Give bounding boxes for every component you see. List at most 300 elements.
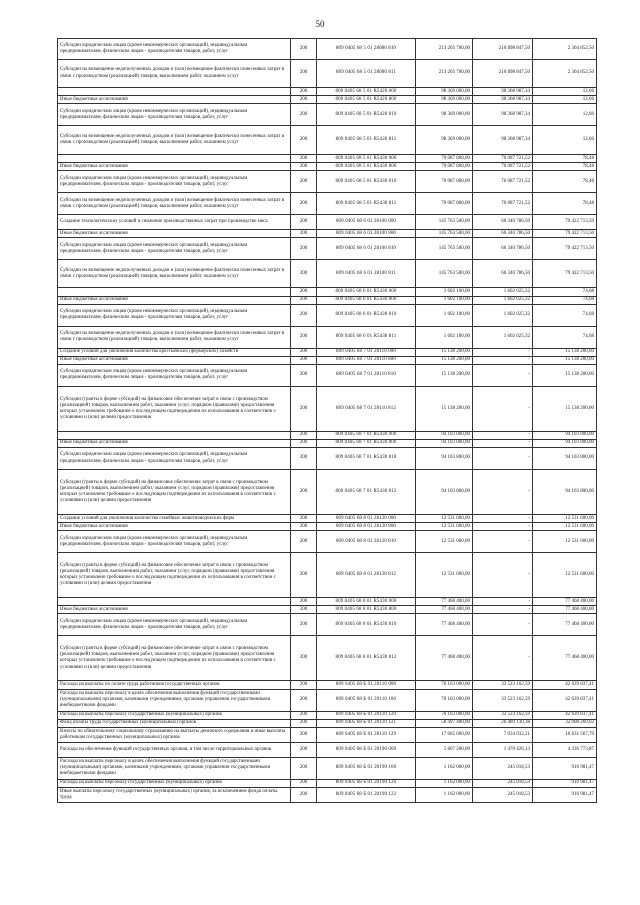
unexecuted-amount-cell: 916 981,47 (533, 779, 597, 787)
expense-name-cell: Субсидии (гранты в форме субсидий) на финансовое обеспечение затрат в связи с производством (реализацией) товаров, выполнением работ, оказанием услуг, порядком (правилами) предоставления которых установлено требование о последующем подтверждении их использования в соответствии с условиями и (или) целями предоставления (58, 553, 291, 598)
expense-name-cell: Иные бюджетные ассигнования (58, 230, 291, 238)
unexecuted-amount-cell: 15 138 200,00 (533, 348, 597, 356)
table-row (58, 787, 597, 802)
table-row (58, 727, 597, 742)
line-code-cell: 200 (291, 155, 317, 163)
classification-code-cell: 809 0405 68 6 01 28100 000 (317, 215, 416, 230)
unexecuted-amount-cell: 77 468 400,00 (533, 606, 597, 614)
unexecuted-amount-cell: 94 103 800,00 (533, 439, 597, 447)
classification-code-cell: 809 0405 68 5 01 R5430 800 (317, 163, 416, 171)
table-row (58, 523, 597, 531)
unexecuted-amount-cell: 12 531 600,00 (533, 553, 597, 598)
classification-code-cell: 809 0405 68 6 01 R5430 800 (317, 296, 416, 304)
line-code-cell: 200 (291, 470, 317, 515)
table-row (58, 439, 597, 447)
line-code-cell: 200 (291, 742, 317, 757)
approved-amount-cell: 76 163 000,00 (416, 711, 473, 719)
unexecuted-amount-cell: 94 103 800,00 (533, 431, 597, 439)
line-code-cell: 200 (291, 193, 317, 215)
expense-name-cell: Субсидии юридическим лицам (кроме некоммерческих организаций), индивидуальным предпринимателям, физическим лицам - производителям товаров, работ, услуг (58, 171, 291, 193)
classification-code-cell: 809 0405 68 5 01 R5420 811 (317, 126, 416, 155)
table-row (58, 96, 597, 104)
executed-amount-cell: 1 602 025,32 (473, 304, 533, 326)
table-row (58, 288, 597, 296)
expense-name-cell: Субсидии (гранты в форме субсидий) на финансовое обеспечение затрат в связи с производством (реализацией) товаров, выполнением работ, оказанием услуг, порядком (правилами) предоставления которых установлено требование о последующем подтверждении их использования в соответствии с условиями и (или) целями предоставления (58, 470, 291, 515)
approved-amount-cell: 98 369 000,00 (416, 88, 473, 96)
classification-code-cell: 809 0405 68 7 01 R5430 800 (317, 439, 416, 447)
approved-amount-cell: 12 531 600,00 (416, 531, 473, 553)
table-row (58, 636, 597, 681)
expense-name-cell (58, 88, 291, 96)
expense-name-cell: Создание условий для увеличения количества крестьянских (фермерских) хозяйств (58, 348, 291, 356)
classification-code-cell: 809 0405 68 5 01 R5430 810 (317, 171, 416, 193)
approved-amount-cell: 15 138 200,00 (416, 356, 473, 364)
table-row (58, 348, 597, 356)
executed-amount-cell: 98 368 987,34 (473, 126, 533, 155)
approved-amount-cell: 94 103 800,00 (416, 439, 473, 447)
executed-amount-cell: 66 340 786,50 (473, 230, 533, 238)
unexecuted-amount-cell: 79 422 713,50 (533, 230, 597, 238)
unexecuted-amount-cell: 2 304 852,50 (533, 39, 597, 60)
table-row (58, 598, 597, 606)
line-code-cell: 200 (291, 230, 317, 238)
executed-amount-cell: 70 087 721,52 (473, 193, 533, 215)
classification-code-cell: 809 0405 68 Б 01 20190 000 (317, 742, 416, 757)
unexecuted-amount-cell: 79 422 713,50 (533, 215, 597, 230)
unexecuted-amount-cell: 42 639 837,41 (533, 711, 597, 719)
classification-code-cell: 809 0405 68 Б 01 20190 122 (317, 787, 416, 802)
approved-amount-cell: 77 468 400,00 (416, 606, 473, 614)
line-code-cell: 200 (291, 356, 317, 364)
unexecuted-amount-cell: 12,66 (533, 88, 597, 96)
executed-amount-cell: - (473, 386, 533, 431)
line-code-cell: 200 (291, 60, 317, 88)
expense-name-cell: Субсидии (гранты в форме субсидий) на финансовое обеспечение затрат в связи с производством (реализацией) товаров, выполнением работ, оказанием услуг, порядком (правилами) предоставления которых установлено требование о последующем подтверждении их использования в соответствии с условиями и (или) целями предоставления (58, 386, 291, 431)
approved-amount-cell: 70 087 800,00 (416, 193, 473, 215)
unexecuted-amount-cell: 15 138 200,00 (533, 364, 597, 386)
expense-name-cell: Иные бюджетные ассигнования (58, 606, 291, 614)
classification-code-cell: 809 0405 68 7 01 28110 800 (317, 356, 416, 364)
line-code-cell: 200 (291, 163, 317, 171)
expense-name-cell (58, 431, 291, 439)
line-code-cell: 200 (291, 757, 317, 779)
line-code-cell: 200 (291, 39, 317, 60)
table-row (58, 448, 597, 470)
approved-amount-cell: 213 203 700,00 (416, 39, 473, 60)
executed-amount-cell: 33 523 162,59 (473, 711, 533, 719)
table-row (58, 155, 597, 163)
line-code-cell: 200 (291, 386, 317, 431)
executed-amount-cell: 70 087 721,52 (473, 171, 533, 193)
executed-amount-cell: - (473, 553, 533, 598)
classification-code-cell: 809 0405 68 5 01 R5430 000 (317, 155, 416, 163)
table-row (58, 742, 597, 757)
expense-name-cell: Субсидии на возмещение недополученных доходов и (или) возмещение фактически понесенных затрат в связи с производством (реализацией) товаров, выполнением работ, оказанием услуг (58, 126, 291, 155)
approved-amount-cell: 94 103 800,00 (416, 431, 473, 439)
table-row (58, 711, 597, 719)
expense-name-cell: Расходы на выплаты персоналу в целях обеспечения выполнения функций государственными (муниципальными) органами, казенными учреждениями, органами управления государственными внебюджетными фондами (58, 689, 291, 711)
line-code-cell: 200 (291, 348, 317, 356)
table-row (58, 304, 597, 326)
unexecuted-amount-cell: 916 981,47 (533, 757, 597, 779)
executed-amount-cell: 210 898 847,50 (473, 60, 533, 88)
expense-name-cell: Субсидии (гранты в форме субсидий) на финансовое обеспечение затрат в связи с производством (реализацией) товаров, выполнением работ, оказанием услуг, порядком (правилами) предоставления которых установлено требование о последующем подтверждении их использования в соответствии с условиями и (или) целями предоставления (58, 636, 291, 681)
table-row (58, 171, 597, 193)
executed-amount-cell: 66 340 786,50 (473, 215, 533, 230)
approved-amount-cell: 12 531 600,00 (416, 553, 473, 598)
line-code-cell: 200 (291, 126, 317, 155)
unexecuted-amount-cell: 12 531 600,00 (533, 523, 597, 531)
unexecuted-amount-cell: 32 008 269,62 (533, 719, 597, 727)
classification-code-cell: 809 0405 68 8 01 R5430 800 (317, 606, 416, 614)
approved-amount-cell: 77 468 400,00 (416, 614, 473, 636)
table-row (58, 719, 597, 727)
executed-amount-cell: 33 523 162,59 (473, 681, 533, 689)
line-code-cell: 200 (291, 681, 317, 689)
approved-amount-cell: 94 103 800,00 (416, 470, 473, 515)
line-code-cell: 200 (291, 719, 317, 727)
unexecuted-amount-cell: 79 422 713,50 (533, 238, 597, 260)
table-row (58, 126, 597, 155)
approved-amount-cell: 145 763 500,00 (416, 215, 473, 230)
executed-amount-cell: - (473, 606, 533, 614)
unexecuted-amount-cell: 78,48 (533, 193, 597, 215)
expense-name-cell: Субсидии на возмещение недополученных доходов и (или) возмещение фактически понесенных затрат в связи с производством (реализацией) товаров, выполнением работ, оказанием услуг (58, 193, 291, 215)
line-code-cell: 200 (291, 296, 317, 304)
approved-amount-cell: 70 087 800,00 (416, 163, 473, 171)
table-row (58, 386, 597, 431)
classification-code-cell: 809 0405 68 Б 01 20110 100 (317, 689, 416, 711)
unexecuted-amount-cell: 12,66 (533, 96, 597, 104)
expense-name-cell: Иные бюджетные ассигнования (58, 523, 291, 531)
expense-name-cell: Субсидии юридическим лицам (кроме некоммерческих организаций), индивидуальным предпринимателям, физическим лицам - производителям товаров, работ, услуг (58, 104, 291, 126)
unexecuted-amount-cell: 42 639 837,41 (533, 689, 597, 711)
approved-amount-cell: 77 468 400,00 (416, 636, 473, 681)
classification-code-cell: 809 0405 68 5 01 28080 811 (317, 60, 416, 88)
line-code-cell: 200 (291, 515, 317, 523)
expense-name-cell: Иные бюджетные ассигнования (58, 163, 291, 171)
line-code-cell: 200 (291, 727, 317, 742)
classification-code-cell: 809 0405 68 8 01 R5430 000 (317, 598, 416, 606)
approved-amount-cell: 1 602 100,00 (416, 296, 473, 304)
executed-amount-cell: 70 087 721,52 (473, 155, 533, 163)
unexecuted-amount-cell: 77 468 400,00 (533, 614, 597, 636)
executed-amount-cell: 26 489 130,38 (473, 719, 533, 727)
unexecuted-amount-cell: 74,68 (533, 326, 597, 348)
line-code-cell: 200 (291, 326, 317, 348)
executed-amount-cell: 98 368 987,34 (473, 104, 533, 126)
classification-code-cell: 809 0405 68 7 01 R5430 000 (317, 431, 416, 439)
unexecuted-amount-cell: 94 103 800,00 (533, 448, 597, 470)
classification-code-cell: 809 0405 68 Б 01 20190 100 (317, 757, 416, 779)
line-code-cell: 200 (291, 448, 317, 470)
table-body (58, 39, 597, 803)
classification-code-cell: 809 0405 68 6 01 R5430 000 (317, 288, 416, 296)
classification-code-cell: 809 0405 68 6 01 28100 811 (317, 260, 416, 288)
classification-code-cell: 809 0405 68 6 01 R5430 811 (317, 326, 416, 348)
unexecuted-amount-cell: 15 138 200,00 (533, 386, 597, 431)
approved-amount-cell: 15 138 200,00 (416, 364, 473, 386)
approved-amount-cell: 15 138 200,00 (416, 348, 473, 356)
line-code-cell: 200 (291, 689, 317, 711)
executed-amount-cell: - (473, 364, 533, 386)
approved-amount-cell: 58 497 400,00 (416, 719, 473, 727)
executed-amount-cell: 98 368 987,34 (473, 88, 533, 96)
approved-amount-cell: 145 763 500,00 (416, 230, 473, 238)
approved-amount-cell: 1 162 000,00 (416, 787, 473, 802)
table-row (58, 356, 597, 364)
expense-name-cell: Расходы на выплаты персоналу в целях обеспечения выполнения функций государственными (муниципальными) органами, казенными учреждениями, органами управления государственными внебюджетными фондами (58, 757, 291, 779)
unexecuted-amount-cell: 42 639 837,41 (533, 681, 597, 689)
approved-amount-cell: 17 665 600,00 (416, 727, 473, 742)
unexecuted-amount-cell: 12,66 (533, 104, 597, 126)
table-row (58, 531, 597, 553)
executed-amount-cell: - (473, 598, 533, 606)
executed-amount-cell: 66 340 786,50 (473, 260, 533, 288)
unexecuted-amount-cell: 12 531 600,00 (533, 515, 597, 523)
table-row (58, 39, 597, 60)
table-row (58, 104, 597, 126)
table-row (58, 364, 597, 386)
classification-code-cell: 809 0405 68 8 01 28120 810 (317, 531, 416, 553)
unexecuted-amount-cell: 2 304 852,50 (533, 60, 597, 88)
line-code-cell: 200 (291, 104, 317, 126)
classification-code-cell: 809 0405 68 Б 01 20110 120 (317, 711, 416, 719)
expense-name-cell: Иные бюджетные ассигнования (58, 439, 291, 447)
line-code-cell: 200 (291, 606, 317, 614)
classification-code-cell: 809 0405 68 7 01 28110 812 (317, 386, 416, 431)
expense-name-cell: Субсидии юридическим лицам (кроме некоммерческих организаций), индивидуальным предпринимателям, физическим лицам - производителям товаров, работ, услуг (58, 39, 291, 60)
classification-code-cell: 809 0405 68 8 01 R5430 812 (317, 636, 416, 681)
table-row (58, 553, 597, 598)
executed-amount-cell: - (473, 515, 533, 523)
approved-amount-cell: 70 087 800,00 (416, 155, 473, 163)
approved-amount-cell: 1 602 100,00 (416, 326, 473, 348)
table-row (58, 238, 597, 260)
unexecuted-amount-cell: 15 138 200,00 (533, 356, 597, 364)
approved-amount-cell: 94 103 800,00 (416, 448, 473, 470)
unexecuted-amount-cell: 10 631 567,79 (533, 727, 597, 742)
unexecuted-amount-cell: 77 468 400,00 (533, 598, 597, 606)
expense-name-cell: Иные бюджетные ассигнования (58, 356, 291, 364)
approved-amount-cell: 1 602 100,00 (416, 288, 473, 296)
table-row (58, 260, 597, 288)
expense-name-cell: Субсидии юридическим лицам (кроме некоммерческих организаций), индивидуальным предпринимателям, физическим лицам - производителям товаров, работ, услуг (58, 238, 291, 260)
line-code-cell: 200 (291, 779, 317, 787)
expense-name-cell: Иные выплаты персоналу государственных (муниципальных) органов, за исключением фонда оплаты труда (58, 787, 291, 802)
executed-amount-cell: - (473, 531, 533, 553)
executed-amount-cell: 1 602 025,32 (473, 288, 533, 296)
executed-amount-cell: - (473, 523, 533, 531)
classification-code-cell: 809 0405 68 8 01 R5430 810 (317, 614, 416, 636)
line-code-cell: 200 (291, 96, 317, 104)
approved-amount-cell: 213 203 700,00 (416, 60, 473, 88)
approved-amount-cell: 12 531 600,00 (416, 515, 473, 523)
unexecuted-amount-cell: 74,68 (533, 296, 597, 304)
expense-name-cell: Субсидии на возмещение недополученных доходов и (или) возмещение фактически понесенных затрат в связи с производством (реализацией) товаров, выполнением работ, оказанием услуг (58, 60, 291, 88)
classification-code-cell: 809 0405 68 8 01 28120 000 (317, 515, 416, 523)
approved-amount-cell: 76 163 000,00 (416, 681, 473, 689)
expense-name-cell: Расходы на выплаты по оплате труда работников государственных органов (58, 681, 291, 689)
table-row (58, 296, 597, 304)
classification-code-cell: 809 0405 68 7 01 R5430 812 (317, 470, 416, 515)
approved-amount-cell: 98 369 000,00 (416, 96, 473, 104)
executed-amount-cell: 33 523 162,59 (473, 689, 533, 711)
classification-code-cell: 809 0405 68 5 01 R5430 811 (317, 193, 416, 215)
line-code-cell: 200 (291, 260, 317, 288)
expense-name-cell: Создание условий для увеличения количества семейных животноводческих ферм (58, 515, 291, 523)
executed-amount-cell: - (473, 348, 533, 356)
line-code-cell: 200 (291, 288, 317, 296)
table-row (58, 681, 597, 689)
classification-code-cell: 809 0405 68 Б 01 20110 121 (317, 719, 416, 727)
executed-amount-cell: - (473, 470, 533, 515)
expense-name-cell: Расходы на обеспечение функций государственных органов, в том числе территориальных органов (58, 742, 291, 757)
table-row (58, 215, 597, 230)
approved-amount-cell: 70 087 800,00 (416, 171, 473, 193)
expense-name-cell: Субсидии юридическим лицам (кроме некоммерческих организаций), индивидуальным предпринимателям, физическим лицам - производителям товаров, работ, услуг (58, 531, 291, 553)
executed-amount-cell: 1 602 025,32 (473, 326, 533, 348)
expense-name-cell: Субсидии на возмещение недополученных доходов и (или) возмещение фактически понесенных затрат в связи с производством (реализацией) товаров, выполнением работ, оказанием услуг (58, 326, 291, 348)
unexecuted-amount-cell: 74,68 (533, 304, 597, 326)
table-row (58, 757, 597, 779)
table-row (58, 163, 597, 171)
line-code-cell: 200 (291, 238, 317, 260)
executed-amount-cell: - (473, 448, 533, 470)
expense-name-cell: Субсидии на возмещение недополученных доходов и (или) возмещение фактически понесенных затрат в связи с производством (реализацией) товаров, выполнением работ, оказанием услуг (58, 260, 291, 288)
line-code-cell: 200 (291, 598, 317, 606)
expense-name-cell: Субсидии юридическим лицам (кроме некоммерческих организаций), индивидуальным предпринимателям, физическим лицам - производителям товаров, работ, услуг (58, 614, 291, 636)
classification-code-cell: 809 0405 68 5 01 28080 810 (317, 39, 416, 60)
table-row (58, 515, 597, 523)
unexecuted-amount-cell: 4 336 773,87 (533, 742, 597, 757)
expense-name-cell: Взносы по обязательному социальному страхованию на выплаты денежного содержания и иные выплаты работникам государственных (муниципальных) органов (58, 727, 291, 742)
executed-amount-cell: 245 018,53 (473, 779, 533, 787)
unexecuted-amount-cell: 78,48 (533, 163, 597, 171)
unexecuted-amount-cell: 78,48 (533, 171, 597, 193)
line-code-cell: 200 (291, 614, 317, 636)
table-row (58, 614, 597, 636)
expense-name-cell: Фонд оплаты труда государственных (муниципальных) органов (58, 719, 291, 727)
approved-amount-cell: 1 162 000,00 (416, 757, 473, 779)
expense-name-cell (58, 598, 291, 606)
line-code-cell: 200 (291, 523, 317, 531)
executed-amount-cell: - (473, 431, 533, 439)
executed-amount-cell: 245 018,53 (473, 787, 533, 802)
table-row (58, 230, 597, 238)
expense-name-cell: Иные бюджетные ассигнования (58, 296, 291, 304)
line-code-cell: 200 (291, 431, 317, 439)
unexecuted-amount-cell: 94 103 800,00 (533, 470, 597, 515)
table-row (58, 431, 597, 439)
expense-name-cell (58, 288, 291, 296)
classification-code-cell: 809 0405 68 Б 01 20110 000 (317, 681, 416, 689)
approved-amount-cell: 98 369 000,00 (416, 104, 473, 126)
table-row (58, 689, 597, 711)
expense-name-cell: Субсидии юридическим лицам (кроме некоммерческих организаций), индивидуальным предпринимателям, физическим лицам - производителям товаров, работ, услуг (58, 448, 291, 470)
expense-name-cell: Создание технологических условий и снижение производственных затрат при производстве мяса (58, 215, 291, 230)
line-code-cell: 200 (291, 531, 317, 553)
line-code-cell: 200 (291, 711, 317, 719)
approved-amount-cell: 145 763 500,00 (416, 238, 473, 260)
expense-name-cell (58, 155, 291, 163)
unexecuted-amount-cell: 12,66 (533, 126, 597, 155)
table-row (58, 193, 597, 215)
approved-amount-cell: 12 531 600,00 (416, 523, 473, 531)
approved-amount-cell: 98 369 000,00 (416, 126, 473, 155)
expense-name-cell: Иные бюджетные ассигнования (58, 96, 291, 104)
approved-amount-cell: 1 602 100,00 (416, 304, 473, 326)
line-code-cell: 200 (291, 171, 317, 193)
line-code-cell: 200 (291, 787, 317, 802)
line-code-cell: 200 (291, 553, 317, 598)
table-row (58, 326, 597, 348)
executed-amount-cell: - (473, 614, 533, 636)
classification-code-cell: 809 0405 68 8 01 28120 812 (317, 553, 416, 598)
executed-amount-cell: - (473, 636, 533, 681)
classification-code-cell: 809 0405 68 8 01 28120 800 (317, 523, 416, 531)
classification-code-cell: 809 0405 68 6 01 28100 800 (317, 230, 416, 238)
expense-name-cell: Субсидии юридическим лицам (кроме некоммерческих организаций), индивидуальным предпринимателям, физическим лицам - производителям товаров, работ, услуг (58, 364, 291, 386)
expense-name-cell: Расходы на выплаты персоналу государственных (муниципальных) органов (58, 711, 291, 719)
approved-amount-cell: 5 807 200,00 (416, 742, 473, 757)
classification-code-cell: 809 0405 68 Б 01 20110 129 (317, 727, 416, 742)
expense-name-cell: Расходы на выплаты персоналу государственных (муниципальных) органов (58, 779, 291, 787)
classification-code-cell: 809 0405 68 7 01 28110 000 (317, 348, 416, 356)
unexecuted-amount-cell: 74,68 (533, 288, 597, 296)
classification-code-cell: 809 0405 68 Б 01 20190 120 (317, 779, 416, 787)
unexecuted-amount-cell: 77 468 400,00 (533, 636, 597, 681)
line-code-cell: 200 (291, 364, 317, 386)
classification-code-cell: 809 0405 68 5 01 R5420 000 (317, 88, 416, 96)
classification-code-cell: 809 0405 68 7 01 R5430 810 (317, 448, 416, 470)
executed-amount-cell: 210 898 847,50 (473, 39, 533, 60)
executed-amount-cell: - (473, 356, 533, 364)
budget-execution-table (57, 38, 597, 803)
executed-amount-cell: 7 034 032,21 (473, 727, 533, 742)
expense-name-cell: Субсидии юридическим лицам (кроме некоммерческих организаций), индивидуальным предпринимателям, физическим лицам - производителям товаров, работ, услуг (58, 304, 291, 326)
classification-code-cell: 809 0405 68 6 01 R5430 810 (317, 304, 416, 326)
classification-code-cell: 809 0405 68 5 01 R5420 800 (317, 96, 416, 104)
table-row (58, 470, 597, 515)
table-row (58, 60, 597, 88)
classification-code-cell: 809 0405 68 6 01 28100 810 (317, 238, 416, 260)
unexecuted-amount-cell: 78,48 (533, 155, 597, 163)
approved-amount-cell: 15 138 200,00 (416, 386, 473, 431)
approved-amount-cell: 76 163 000,00 (416, 689, 473, 711)
unexecuted-amount-cell: 12 531 600,00 (533, 531, 597, 553)
table-row (58, 779, 597, 787)
line-code-cell: 200 (291, 215, 317, 230)
executed-amount-cell: 1 470 426,13 (473, 742, 533, 757)
classification-code-cell: 809 0405 68 7 01 28110 810 (317, 364, 416, 386)
executed-amount-cell: 1 602 025,32 (473, 296, 533, 304)
table-row (58, 606, 597, 614)
approved-amount-cell: 77 468 400,00 (416, 598, 473, 606)
executed-amount-cell: 70 087 721,52 (473, 163, 533, 171)
approved-amount-cell: 1 162 000,00 (416, 779, 473, 787)
executed-amount-cell: 245 018,53 (473, 757, 533, 779)
executed-amount-cell: 98 368 987,34 (473, 96, 533, 104)
page-number: 50 (315, 19, 325, 29)
executed-amount-cell: 66 340 786,50 (473, 238, 533, 260)
unexecuted-amount-cell: 79 422 713,50 (533, 260, 597, 288)
line-code-cell: 200 (291, 636, 317, 681)
classification-code-cell: 809 0405 68 5 01 R5420 810 (317, 104, 416, 126)
approved-amount-cell: 145 763 500,00 (416, 260, 473, 288)
line-code-cell: 200 (291, 304, 317, 326)
table-row (58, 88, 597, 96)
